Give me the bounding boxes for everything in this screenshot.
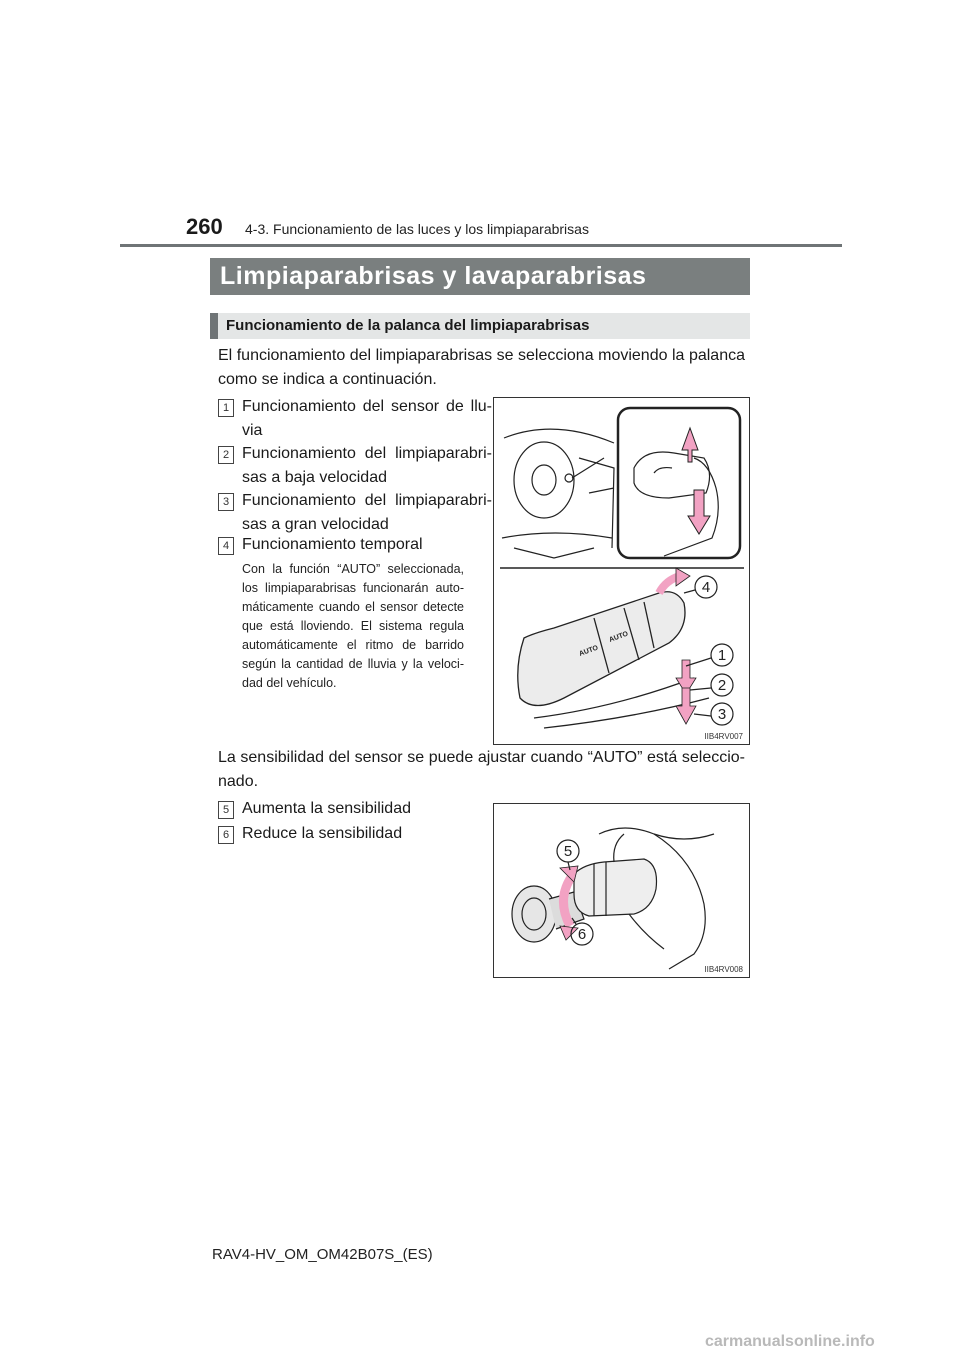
sensitivity-illustration (494, 804, 749, 977)
item-text: Funcionamiento del sensor de llu-via (242, 398, 492, 439)
item-number-badge: 4 (218, 537, 234, 555)
callout-5: 5 (563, 843, 573, 860)
callout-4: 4 (701, 579, 711, 596)
callout-6: 6 (577, 926, 587, 943)
item-number-badge: 6 (218, 826, 234, 844)
chapter-title: 4-3. Funcionamiento de las luces y los limpiaparabrisas (245, 221, 589, 237)
item-number-badge: 5 (218, 801, 234, 819)
section-title: Limpiaparabrisas y lavaparabrisas (210, 258, 750, 295)
wiper-lever-illustration (494, 398, 749, 744)
item-text: Funcionamiento del limpiaparabri-sas a gran velocidad (242, 492, 492, 533)
lever-auto-label: AUTO (578, 644, 600, 658)
wiper-lever-figure (493, 397, 750, 745)
item-text: Reduce la sensibilidad (242, 825, 403, 842)
callout-3: 3 (717, 706, 727, 723)
item-text: Aumenta la sensibilidad (242, 800, 411, 817)
item-text: Funcionamiento del limpiaparabri-sas a baja velocidad (242, 445, 492, 486)
callout-2: 2 (717, 677, 727, 694)
auto-note: Con la función “AUTO” seleccionada, los limpiaparabrisas funcionarán auto-máticamente cuando el sensor detecte que está lloviendo. El sistema regula automáticamente el ritmo de barrido según la cantidad de lluvia y la veloci-dad del vehículo. (242, 562, 464, 690)
item-number-badge: 3 (218, 493, 234, 511)
item-text: Funcionamiento temporal (242, 536, 423, 553)
item-number-badge: 2 (218, 446, 234, 464)
subsection-title: Funcionamiento de la palanca del limpiaparabrisas (210, 313, 750, 339)
lever-auto-label: AUTO (608, 630, 630, 644)
watermark-text: carmanualsonline.info (705, 1333, 875, 1350)
footer-document-code: RAV4-HV_OM_OM42B07S_(ES) (212, 1246, 433, 1263)
sensitivity-paragraph: La sensibilidad del sensor se puede ajustar cuando “AUTO” está seleccio-nado. (218, 749, 745, 790)
intro-paragraph: El funcionamiento del limpiaparabrisas se selecciona moviendo la palanca como se indica a continuación. (218, 347, 745, 388)
header-divider (120, 244, 842, 247)
callout-1: 1 (717, 647, 727, 664)
sensitivity-figure (493, 803, 750, 978)
item-number-badge: 1 (218, 399, 234, 417)
page-number: 260 (186, 214, 223, 239)
figure-code: IIB4RV007 (704, 732, 743, 741)
figure-code: IIB4RV008 (704, 965, 743, 974)
